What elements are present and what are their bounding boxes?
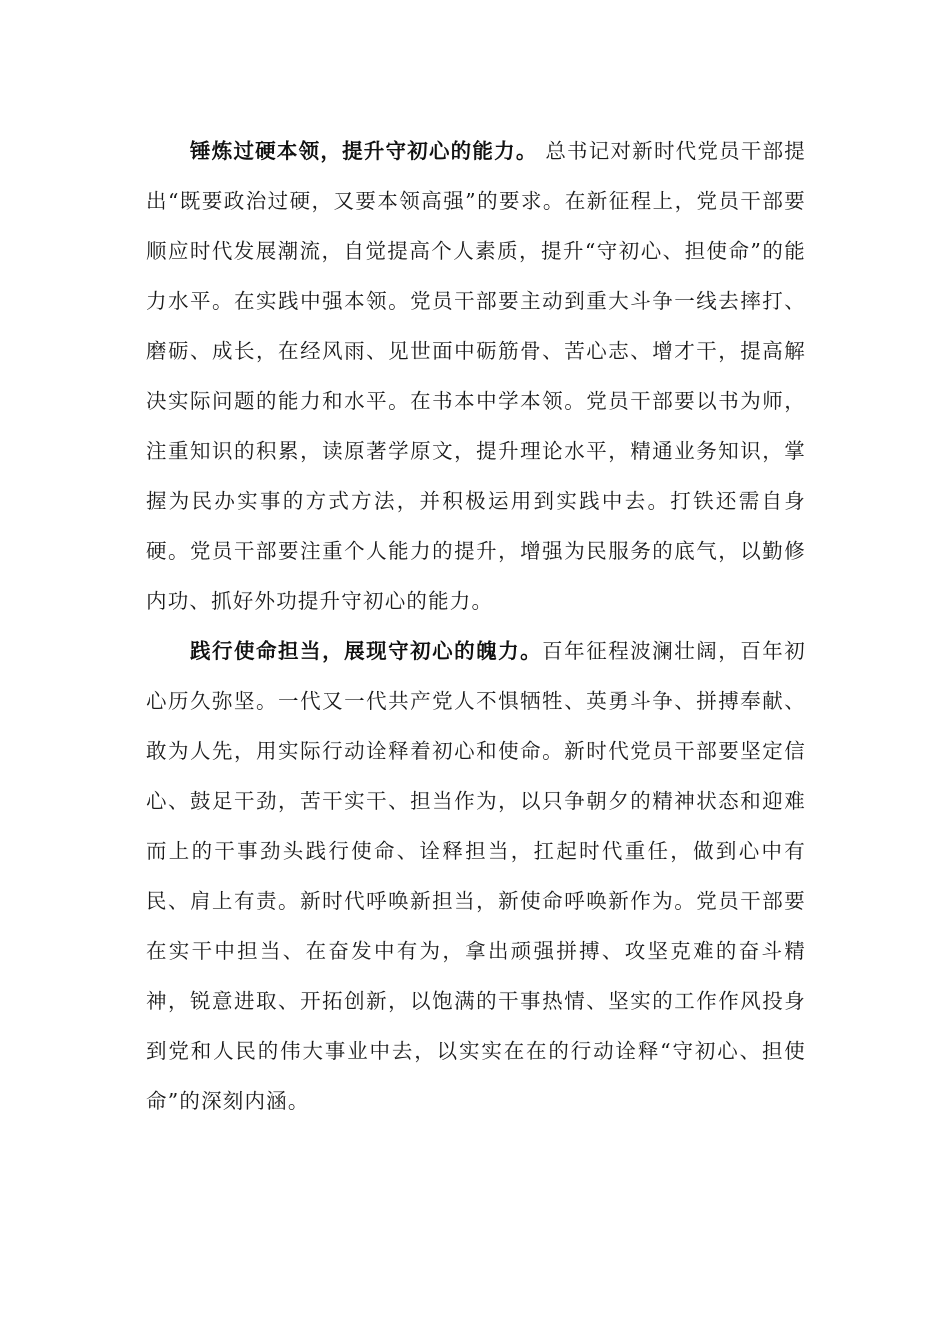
paragraph-text: 百年征程波澜壮阔，百年初心历久弥坚。一代又一代共产党人不惧牺牲、英勇斗争、拼搏奉献、敢为人先，用实际行动诠释着初心和使命。新时代党员干部要坚定信心、鼓足干劲，苦干实干、担当作为，以只争朝夕的精神状态和迎难而上的干事劲头践行使命、诠释担当，扛起时代重任，做到心中有民、肩上有责。新时代呼唤新担当，新使命呼唤新作为。党员干部要在实干中担当、在奋发中有为，拿出顽强拼搏、攻坚克难的奋斗精神，锐意进取、开拓创新，以饱满的干事热情、坚实的工作作风投身到党和人民的伟大事业中去，以实实在在的行动诠释“守初心、担使命”的深刻内涵。 — [146, 639, 806, 1113]
paragraph-text: 总书记对新时代党员干部提出“既要政治过硬，又要本领高强”的要求。在新征程上，党员干部要顺应时代发展潮流，自觉提高个人素质，提升“守初心、担使命”的能力水平。在实践中强本领。党员干部要主动到重大斗争一线去摔打、磨砺、成长，在经风雨、见世面中砺筋骨、苦心志、增才干，提高解决实际问题的能力和水平。在书本中学本领。党员干部要以书为师，注重知识的积累，读原著学原文，提升理论水平，精通业务知识，掌握为民办实事的方式方法，并积极运用到实践中去。打铁还需自身硬。党员干部要注重个人能力的提升，增强为民服务的底气，以勤修内功、抓好外功提升守初心的能力。 — [146, 139, 806, 613]
paragraph-ability — [146, 126, 806, 626]
paragraph-heading: 锤炼过硬本领，提升守初心的能力。 — [190, 139, 538, 163]
paragraph-heading: 践行使命担当，展现守初心的魄力。 — [190, 639, 543, 663]
paragraph-mission — [146, 626, 806, 1126]
document-body — [146, 126, 806, 1126]
